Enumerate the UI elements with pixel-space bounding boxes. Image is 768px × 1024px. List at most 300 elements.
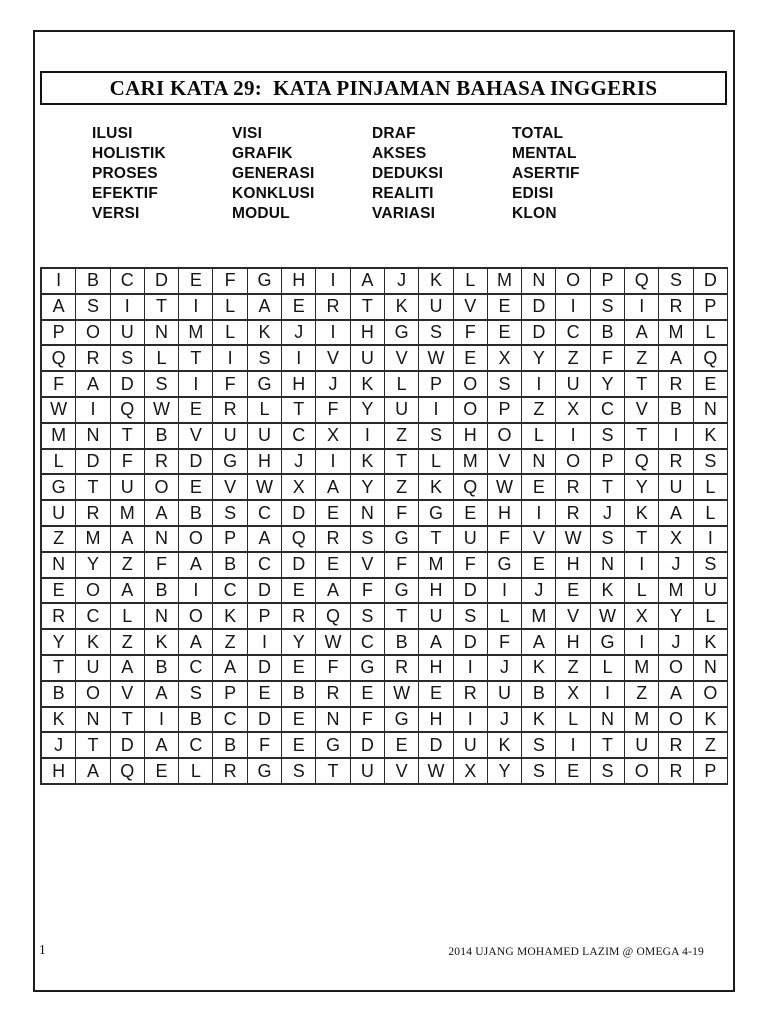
grid-cell: E (522, 475, 556, 501)
grid-cell: S (419, 424, 453, 450)
grid-cell: E (522, 553, 556, 579)
grid-cell: U (556, 372, 590, 398)
grid-cell: G (419, 501, 453, 527)
grid-cell: V (488, 450, 522, 476)
grid-cell: G (591, 630, 625, 656)
grid-cell: A (248, 295, 282, 321)
grid-cell: K (385, 295, 419, 321)
grid-cell: H (42, 759, 76, 785)
grid-cell: R (42, 604, 76, 630)
grid-cell: T (76, 475, 110, 501)
grid-cell: U (625, 733, 659, 759)
grid-cell: S (659, 269, 693, 295)
grid-cell: K (213, 604, 247, 630)
grid-cell: U (419, 295, 453, 321)
grid-cell: H (282, 269, 316, 295)
grid-cell: S (76, 295, 110, 321)
grid-cell: D (145, 269, 179, 295)
grid-cell: L (522, 424, 556, 450)
grid-cell: P (591, 269, 625, 295)
grid-cell: O (145, 475, 179, 501)
grid-cell: W (248, 475, 282, 501)
grid-cell: K (419, 269, 453, 295)
grid-cell: Q (625, 450, 659, 476)
grid-cell: E (145, 759, 179, 785)
grid-cell: V (454, 295, 488, 321)
grid-cell: I (179, 372, 213, 398)
grid-cell: W (591, 604, 625, 630)
grid-cell: J (659, 630, 693, 656)
word-list-item: PROSES (92, 165, 158, 182)
grid-cell: U (385, 398, 419, 424)
grid-cell: E (351, 682, 385, 708)
grid-cell: Y (42, 630, 76, 656)
grid-cell: F (385, 553, 419, 579)
grid-cell: Y (659, 604, 693, 630)
grid-cell: A (111, 656, 145, 682)
grid-cell: I (488, 579, 522, 605)
grid-cell: T (385, 604, 419, 630)
grid-cell: E (42, 579, 76, 605)
grid-cell: O (76, 321, 110, 347)
grid-cell: E (556, 579, 590, 605)
grid-cell: A (145, 733, 179, 759)
grid-cell: K (522, 656, 556, 682)
grid-cell: O (454, 398, 488, 424)
grid-cell: L (145, 346, 179, 372)
grid-cell: E (282, 579, 316, 605)
grid-cell: M (42, 424, 76, 450)
grid-cell: I (419, 398, 453, 424)
grid-cell: T (591, 475, 625, 501)
grid-cell: Z (625, 682, 659, 708)
grid-cell: I (282, 346, 316, 372)
grid-cell: L (591, 656, 625, 682)
grid-cell: G (488, 553, 522, 579)
grid-cell: M (454, 450, 488, 476)
grid-cell: D (248, 579, 282, 605)
grid-cell: L (556, 708, 590, 734)
grid-cell: M (659, 321, 693, 347)
grid-cell: Q (111, 398, 145, 424)
grid-cell: G (42, 475, 76, 501)
grid-cell: Z (556, 656, 590, 682)
grid-cell: U (488, 682, 522, 708)
grid-cell: K (248, 321, 282, 347)
grid-cell: V (351, 553, 385, 579)
grid-cell: K (76, 630, 110, 656)
grid-cell: D (522, 295, 556, 321)
grid-cell: V (316, 346, 350, 372)
grid-cell: K (488, 733, 522, 759)
grid-cell: B (591, 321, 625, 347)
grid-cell: M (111, 501, 145, 527)
grid-cell: E (282, 733, 316, 759)
grid-cell: C (248, 553, 282, 579)
grid-cell: V (385, 346, 419, 372)
grid-cell: P (213, 527, 247, 553)
grid-cell: N (145, 321, 179, 347)
title-box (40, 71, 727, 105)
grid-cell: T (419, 527, 453, 553)
grid-cell: S (591, 527, 625, 553)
grid-cell: E (488, 321, 522, 347)
grid-cell: K (522, 708, 556, 734)
grid-cell: B (145, 656, 179, 682)
grid-cell: E (282, 295, 316, 321)
grid-cell: I (316, 450, 350, 476)
grid-cell: L (111, 604, 145, 630)
grid-cell: Z (42, 527, 76, 553)
grid-cell: X (556, 682, 590, 708)
word-list-column-2 (232, 124, 372, 224)
grid-cell: R (454, 682, 488, 708)
grid-cell: N (42, 553, 76, 579)
grid-cell: F (454, 321, 488, 347)
grid-cell: F (488, 527, 522, 553)
grid-cell: K (591, 579, 625, 605)
grid-cell: D (454, 630, 488, 656)
grid-cell: I (76, 398, 110, 424)
grid-cell: L (213, 321, 247, 347)
grid-cell: Y (591, 372, 625, 398)
grid-cell: O (179, 604, 213, 630)
grid-cell: G (213, 450, 247, 476)
grid-cell: W (419, 759, 453, 785)
grid-cell: V (556, 604, 590, 630)
grid-cell: R (316, 295, 350, 321)
grid-cell: A (111, 527, 145, 553)
grid-cell: A (76, 372, 110, 398)
grid-cell: V (213, 475, 247, 501)
grid-cell: B (213, 733, 247, 759)
grid-cell: G (385, 579, 419, 605)
grid-cell: N (694, 656, 728, 682)
grid-cell: J (282, 450, 316, 476)
grid-cell: T (282, 398, 316, 424)
grid-cell: U (351, 346, 385, 372)
grid-cell: L (625, 579, 659, 605)
word-list-item: TOTAL (512, 125, 564, 142)
grid-cell: I (556, 424, 590, 450)
grid-cell: R (659, 759, 693, 785)
grid-cell: U (419, 604, 453, 630)
grid-cell: B (76, 269, 110, 295)
grid-cell: Q (111, 759, 145, 785)
grid-cell: U (213, 424, 247, 450)
grid-cell: K (694, 424, 728, 450)
grid-cell: K (145, 630, 179, 656)
grid-cell: N (316, 708, 350, 734)
grid-cell: F (351, 708, 385, 734)
grid-cell: T (111, 708, 145, 734)
grid-cell: O (454, 372, 488, 398)
grid-cell: O (625, 759, 659, 785)
grid-cell: R (316, 527, 350, 553)
grid-cell: T (625, 424, 659, 450)
grid-cell: R (659, 372, 693, 398)
grid-cell: R (213, 759, 247, 785)
grid-cell: R (282, 604, 316, 630)
word-list-item: KONKLUSI (232, 185, 315, 202)
grid-cell: G (385, 708, 419, 734)
grid-cell: M (76, 527, 110, 553)
grid-cell: S (591, 295, 625, 321)
grid-cell: I (522, 501, 556, 527)
grid-cell: K (42, 708, 76, 734)
grid-cell: F (248, 733, 282, 759)
grid-cell: A (316, 579, 350, 605)
grid-cell: I (179, 295, 213, 321)
grid-cell: V (385, 759, 419, 785)
grid-cell: R (316, 682, 350, 708)
grid-cell: C (179, 733, 213, 759)
grid-cell: D (522, 321, 556, 347)
grid-cell: S (522, 733, 556, 759)
grid-cell: N (694, 398, 728, 424)
grid-cell: R (76, 501, 110, 527)
grid-cell: J (385, 269, 419, 295)
grid-cell: S (351, 604, 385, 630)
word-list-item: REALITI (372, 185, 434, 202)
grid-cell: B (179, 501, 213, 527)
grid-cell: K (694, 708, 728, 734)
grid-cell: I (42, 269, 76, 295)
grid-cell: H (556, 553, 590, 579)
grid-cell: O (694, 682, 728, 708)
grid-cell: I (625, 295, 659, 321)
page-title: CARI KATA 29: KATA PINJAMAN BAHASA INGGERIS (109, 75, 658, 100)
grid-cell: B (385, 630, 419, 656)
grid-cell: U (248, 424, 282, 450)
grid-cell: I (179, 579, 213, 605)
word-list-item: ILUSI (92, 125, 133, 142)
page-number: 1 (39, 942, 46, 957)
grid-cell: L (42, 450, 76, 476)
grid-cell: X (282, 475, 316, 501)
grid-cell: G (385, 527, 419, 553)
word-list (92, 124, 652, 224)
grid-cell: R (385, 656, 419, 682)
grid-cell: A (213, 656, 247, 682)
grid-cell: F (454, 553, 488, 579)
grid-cell: S (591, 424, 625, 450)
grid-cell: B (282, 682, 316, 708)
grid-cell: X (488, 346, 522, 372)
grid-cell: A (316, 475, 350, 501)
grid-cell: W (316, 630, 350, 656)
grid-cell: P (42, 321, 76, 347)
grid-cell: S (248, 346, 282, 372)
word-list-item: DRAF (372, 125, 416, 142)
word-list-item: GRAFIK (232, 145, 293, 162)
grid-cell: M (659, 579, 693, 605)
grid-cell: L (419, 450, 453, 476)
grid-cell: I (556, 733, 590, 759)
grid-cell: K (419, 475, 453, 501)
grid-cell: X (316, 424, 350, 450)
grid-cell: U (111, 321, 145, 347)
grid-cell: E (179, 398, 213, 424)
grid-cell: I (248, 630, 282, 656)
grid-cell: D (179, 450, 213, 476)
grid-cell: A (145, 682, 179, 708)
grid-cell: Y (76, 553, 110, 579)
grid-cell: T (76, 733, 110, 759)
grid-cell: D (282, 553, 316, 579)
grid-cell: J (659, 553, 693, 579)
grid-cell: F (316, 398, 350, 424)
grid-cell: O (488, 424, 522, 450)
grid-cell: B (145, 424, 179, 450)
word-list-item: MODUL (232, 205, 290, 222)
grid-cell: Y (351, 475, 385, 501)
grid-cell: E (488, 295, 522, 321)
grid-cell: J (522, 579, 556, 605)
grid-cell: H (248, 450, 282, 476)
grid-cell: M (419, 553, 453, 579)
grid-cell: L (694, 475, 728, 501)
grid-cell: L (213, 295, 247, 321)
grid-cell: D (351, 733, 385, 759)
grid-cell: E (556, 759, 590, 785)
grid-cell: Q (625, 269, 659, 295)
grid-cell: H (419, 708, 453, 734)
grid-cell: C (179, 656, 213, 682)
grid-cell: S (488, 372, 522, 398)
grid-cell: W (145, 398, 179, 424)
grid-cell: U (659, 475, 693, 501)
grid-cell: O (556, 269, 590, 295)
grid-cell: T (179, 346, 213, 372)
footer-credit: 2014 UJANG MOHAMED LAZIM @ OMEGA 4-19 (448, 946, 704, 958)
grid-cell: T (591, 733, 625, 759)
grid-cell: I (351, 424, 385, 450)
grid-cell: F (42, 372, 76, 398)
grid-cell: H (282, 372, 316, 398)
grid-cell: W (42, 398, 76, 424)
grid-cell: A (111, 579, 145, 605)
grid-cell: P (488, 398, 522, 424)
grid-cell: R (213, 398, 247, 424)
word-list-item: VERSI (92, 205, 140, 222)
grid-cell: U (111, 475, 145, 501)
grid-cell: I (694, 527, 728, 553)
grid-cell: N (351, 501, 385, 527)
word-list-item: EDISI (512, 185, 554, 202)
grid-cell: I (145, 708, 179, 734)
grid-cell: F (488, 630, 522, 656)
grid-cell: A (659, 346, 693, 372)
grid-cell: N (591, 553, 625, 579)
grid-cell: E (316, 501, 350, 527)
grid-cell: J (488, 656, 522, 682)
grid-cell: A (419, 630, 453, 656)
grid-cell: Y (488, 759, 522, 785)
grid-cell: S (213, 501, 247, 527)
grid-cell: B (179, 708, 213, 734)
grid-cell: Z (111, 553, 145, 579)
grid-cell: N (145, 604, 179, 630)
grid-cell: Z (522, 398, 556, 424)
grid-cell: S (351, 527, 385, 553)
grid-cell: P (248, 604, 282, 630)
grid-cell: F (385, 501, 419, 527)
grid-cell: P (419, 372, 453, 398)
grid-cell: C (213, 579, 247, 605)
grid-cell: G (248, 269, 282, 295)
grid-cell: X (454, 759, 488, 785)
grid-cell: E (454, 501, 488, 527)
grid-cell: L (694, 501, 728, 527)
grid-cell: S (179, 682, 213, 708)
grid-cell: M (179, 321, 213, 347)
grid-cell: R (556, 501, 590, 527)
grid-cell: Q (694, 346, 728, 372)
grid-cell: S (454, 604, 488, 630)
grid-cell: L (694, 604, 728, 630)
grid-cell: A (248, 527, 282, 553)
grid-cell: Q (316, 604, 350, 630)
grid-cell: L (454, 269, 488, 295)
grid-cell: A (145, 501, 179, 527)
grid-cell: B (213, 553, 247, 579)
word-list-item: HOLISTIK (92, 145, 166, 162)
grid-cell: Y (282, 630, 316, 656)
grid-cell: D (111, 733, 145, 759)
grid-cell: A (351, 269, 385, 295)
grid-cell: A (522, 630, 556, 656)
grid-cell: L (179, 759, 213, 785)
grid-cell: R (659, 733, 693, 759)
grid-cell: O (556, 450, 590, 476)
grid-cell: Q (282, 527, 316, 553)
grid-cell: C (556, 321, 590, 347)
grid-cell: L (385, 372, 419, 398)
grid-cell: O (659, 708, 693, 734)
grid-cell: P (213, 682, 247, 708)
grid-cell: S (591, 759, 625, 785)
grid-cell: X (556, 398, 590, 424)
grid-cell: Y (625, 475, 659, 501)
grid-cell: N (76, 708, 110, 734)
grid-cell: Y (522, 346, 556, 372)
grid-cell: K (625, 501, 659, 527)
grid-cell: B (145, 579, 179, 605)
grid-cell: H (488, 501, 522, 527)
grid-cell: E (316, 553, 350, 579)
grid-cell: I (316, 269, 350, 295)
grid-cell: J (591, 501, 625, 527)
word-list-column-3 (372, 124, 512, 224)
grid-cell: H (419, 579, 453, 605)
grid-cell: O (76, 579, 110, 605)
grid-cell: V (179, 424, 213, 450)
grid-cell: S (282, 759, 316, 785)
word-list-item: VISI (232, 125, 263, 142)
grid-cell: E (385, 733, 419, 759)
grid-cell: F (145, 553, 179, 579)
grid-cell: D (282, 501, 316, 527)
grid-cell: E (179, 269, 213, 295)
grid-cell: I (454, 656, 488, 682)
grid-cell: W (556, 527, 590, 553)
grid-cell: H (351, 321, 385, 347)
word-list-item: AKSES (372, 145, 427, 162)
grid-cell: A (659, 682, 693, 708)
grid-cell: F (111, 450, 145, 476)
word-list-column-4 (512, 124, 652, 224)
